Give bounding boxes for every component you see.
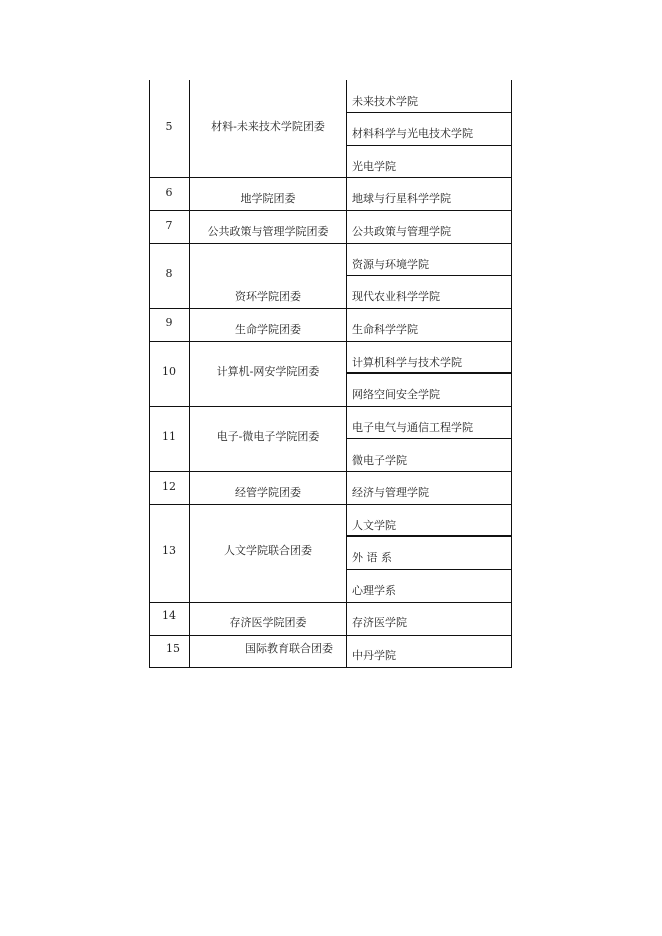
row-divider [149,471,512,472]
table-border [149,80,150,668]
row-number: 8 [165,267,173,280]
row-divider [149,177,512,178]
unit-name: 材料-未来技术学院团委 [211,120,325,133]
row-divider [149,504,512,505]
row-number: 9 [165,316,173,329]
table-border [189,80,190,668]
row-number: 5 [165,120,173,133]
sub-divider [346,438,512,439]
row-number: 10 [162,365,176,378]
row-divider [149,602,512,603]
sub-divider [346,535,512,537]
college-name: 计算机科学与技术学院 [352,356,462,369]
row-number: 15 [166,642,180,655]
college-name: 微电子学院 [352,454,407,467]
table-border [346,80,347,668]
unit-name: 存济医学院团委 [229,616,307,629]
unit-name: 国际教育联合团委 [245,642,333,655]
unit-name: 地学院团委 [240,192,296,205]
row-divider [149,308,512,309]
sub-divider [346,372,512,374]
row-number: 6 [165,186,173,199]
row-number: 14 [162,609,176,622]
college-name: 材料科学与光电技术学院 [352,127,473,140]
college-name: 中丹学院 [352,649,396,662]
college-name: 资源与环境学院 [352,258,429,271]
row-divider [149,635,512,636]
college-name: 存济医学院 [352,616,407,629]
sub-divider [346,275,512,276]
college-name: 网络空间安全学院 [352,388,440,401]
row-divider [149,406,512,407]
college-name: 人文学院 [352,519,396,532]
row-divider [149,210,512,211]
row-divider [149,341,512,342]
college-name: 公共政策与管理学院 [352,225,451,238]
unit-name: 生命学院团委 [235,323,301,336]
unit-name: 资环学院团委 [235,290,301,303]
college-name: 外 语 系 [352,551,392,564]
college-name: 电子电气与通信工程学院 [352,421,473,434]
table-border [511,80,512,668]
row-number: 11 [162,430,176,443]
row-number: 12 [162,480,176,493]
row-divider [149,243,512,244]
unit-name: 人文学院联合团委 [224,544,312,557]
sub-divider [346,112,512,113]
college-name: 经济与管理学院 [352,486,429,499]
unit-name: 电子-微电子学院团委 [216,430,320,443]
college-name: 地球与行星科学学院 [352,192,451,205]
college-name: 心理学系 [352,584,396,597]
row-divider [149,667,512,668]
sub-divider [346,145,512,146]
college-name: 光电学院 [352,160,396,173]
college-name: 未来技术学院 [352,95,418,108]
sub-divider [346,569,512,570]
unit-name: 公共政策与管理学院团委 [207,225,329,238]
row-number: 13 [162,544,176,557]
college-name: 生命科学学院 [352,323,418,336]
unit-name: 计算机-网安学院团委 [216,365,320,378]
row-number: 7 [165,219,173,232]
unit-name: 经管学院团委 [235,486,301,499]
college-name: 现代农业科学学院 [352,290,440,303]
